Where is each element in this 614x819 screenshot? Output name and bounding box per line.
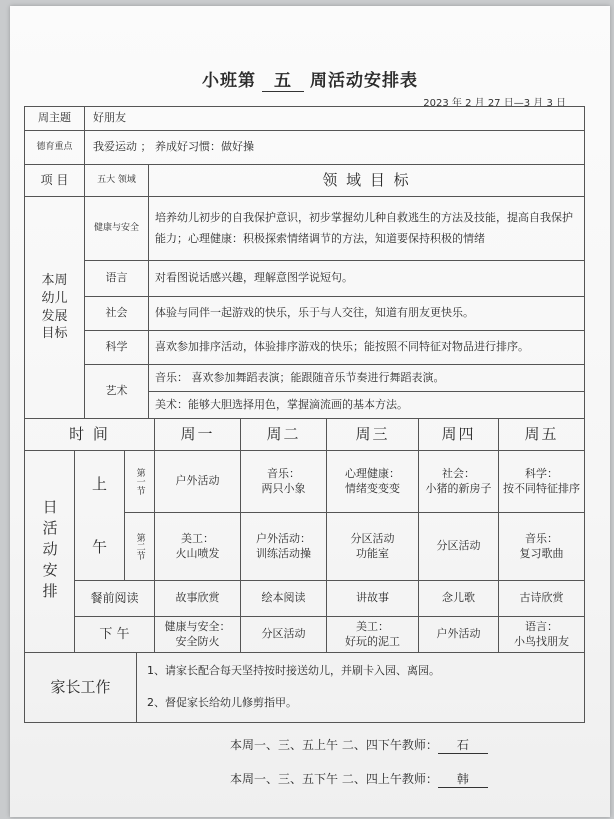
reading-label: 餐前阅读 bbox=[75, 581, 155, 617]
parents-table bbox=[24, 652, 585, 723]
goals-table bbox=[24, 106, 585, 419]
footer-line-1: 本周一、三、五上午 二、四下午教师： 石 bbox=[230, 736, 488, 754]
domain-science: 科学 bbox=[85, 331, 149, 365]
slot2-tue: 户外活动： 训练活动操 bbox=[241, 513, 327, 581]
day-wed: 周三 bbox=[327, 419, 419, 451]
slot2-mon: 美工： 火山喷发 bbox=[155, 513, 241, 581]
afternoon-mon: 健康与安全： 安全防火 bbox=[155, 617, 241, 653]
date-range: 2023 年 2 月 27 日—3 月 3 日 bbox=[423, 98, 566, 109]
domain-language: 语言 bbox=[85, 261, 149, 297]
slot1-fri: 科学： 按不同特征排序 bbox=[499, 451, 585, 513]
teacher-signature-1: 石 bbox=[438, 736, 488, 754]
slot2-wed: 分区活动 功能室 bbox=[327, 513, 419, 581]
schedule-table bbox=[24, 418, 585, 653]
goal-science: 喜欢参加排序活动，体验排序游戏的快乐；能按照不同特征对物品进行排序。 bbox=[149, 331, 585, 365]
development-label: 本周幼儿发展目标 bbox=[25, 197, 85, 419]
theme-label: 周主题 bbox=[25, 107, 85, 131]
domain-art: 艺术 bbox=[85, 365, 149, 419]
moral-value: 我爱运动 ； 养成好习惯：做好操 bbox=[85, 131, 585, 165]
afternoon-tue: 分区活动 bbox=[241, 617, 327, 653]
five-fields-label: 五大 领域 bbox=[85, 165, 149, 197]
slot1-wed: 心理健康： 情绪变变变 bbox=[327, 451, 419, 513]
slot2-thu: 分区活动 bbox=[419, 513, 499, 581]
page-title: 小班第 五 周活动安排表 bbox=[10, 66, 610, 92]
domain-social: 社会 bbox=[85, 297, 149, 331]
parents-item: 2、督促家长给幼儿修剪指甲。 bbox=[147, 696, 297, 710]
slot2-fri: 音乐： 复习歌曲 bbox=[499, 513, 585, 581]
day-mon: 周一 bbox=[155, 419, 241, 451]
domain-health: 健康与安全 bbox=[85, 197, 149, 261]
time-label: 时 间 bbox=[25, 419, 155, 451]
reading-thu: 念儿歌 bbox=[419, 581, 499, 617]
morning-label: 上 午 bbox=[75, 451, 125, 581]
afternoon-label: 下 午 bbox=[75, 617, 155, 653]
slot1-tue: 音乐： 两只小象 bbox=[241, 451, 327, 513]
day-fri: 周五 bbox=[499, 419, 585, 451]
slot1-label: 第一节 bbox=[125, 451, 155, 513]
moral-label: 德育重点 bbox=[25, 131, 85, 165]
item-label: 项 目 bbox=[25, 165, 85, 197]
day-thu: 周四 bbox=[419, 419, 499, 451]
goal-language: 对看图说话感兴趣，理解意图学说短句。 bbox=[149, 261, 585, 297]
goal-social: 体验与同伴一起游戏的快乐，乐于与人交往，知道有朋友更快乐。 bbox=[149, 297, 585, 331]
afternoon-thu: 户外活动 bbox=[419, 617, 499, 653]
week-number: 五 bbox=[262, 66, 304, 92]
field-goal-label: 领 域 目 标 bbox=[149, 165, 585, 197]
reading-wed: 讲故事 bbox=[327, 581, 419, 617]
slot1-thu: 社会： 小猪的新房子 bbox=[419, 451, 499, 513]
goal-art-music: 音乐： 喜欢参加舞蹈表演；能跟随音乐节奏进行舞蹈表演。 bbox=[149, 365, 585, 392]
slot2-label: 第二节 bbox=[125, 513, 155, 581]
afternoon-fri: 语言： 小鸟找朋友 bbox=[499, 617, 585, 653]
parents-items bbox=[137, 653, 585, 723]
slot1-mon: 户外活动 bbox=[155, 451, 241, 513]
footer-line-2: 本周一、三、五下午 二、四上午教师： 韩 bbox=[230, 770, 488, 788]
day-tue: 周二 bbox=[241, 419, 327, 451]
reading-mon: 故事欣赏 bbox=[155, 581, 241, 617]
schedule-sheet bbox=[10, 6, 610, 817]
goal-health: 培养幼儿初步的自我保护意识，初步掌握幼儿种自救逃生的方法及技能，提高自我保护能力；心理健康：积极探索情绪调节的方法，知道要保持积极的情绪 bbox=[149, 197, 585, 261]
daily-activity-label: 日活动安排 bbox=[25, 451, 75, 653]
teacher-signature-2: 韩 bbox=[438, 770, 488, 788]
parents-label: 家长工作 bbox=[25, 653, 137, 723]
reading-fri: 古诗欣赏 bbox=[499, 581, 585, 617]
afternoon-wed: 美工： 好玩的泥工 bbox=[327, 617, 419, 653]
theme-value: 好朋友 bbox=[85, 107, 585, 131]
goal-art-drawing: 美术：能够大胆选择用色，掌握滴流画的基本方法。 bbox=[149, 392, 585, 419]
parents-item: 1、请家长配合每天坚持按时接送幼儿，并刷卡入园、离园。 bbox=[147, 663, 440, 677]
reading-tue: 绘本阅读 bbox=[241, 581, 327, 617]
